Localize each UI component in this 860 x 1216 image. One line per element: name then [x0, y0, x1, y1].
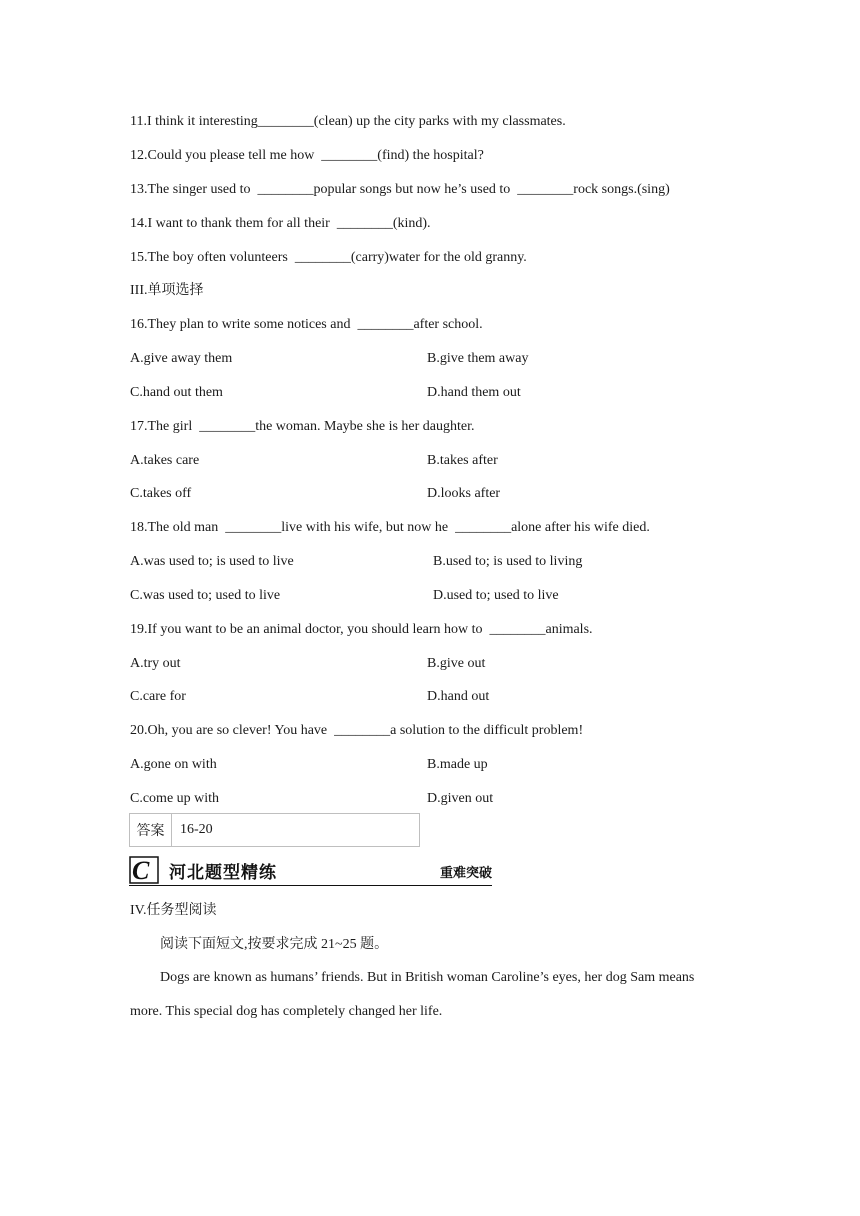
question-18-option-a: A.was used to; is used to live — [130, 554, 294, 569]
answer-label: 答案 — [130, 814, 172, 846]
question-17-stem: 17.The girl ________the woman. Maybe she is her daughter. — [130, 419, 475, 434]
banner-subtitle: 重难突破 — [439, 866, 492, 881]
question-17-option-b: B.takes after — [427, 453, 498, 468]
question-16-option-a: A.give away them — [130, 351, 233, 366]
answer-range: 16-20 — [180, 822, 213, 837]
reading-instruction: 阅读下面短文,按要求完成 21~25 题。 — [160, 937, 389, 952]
reading-passage: Dogs are known as humans’ friends. But in British woman Caroline’s eyes, her dog Sam means more. This special dog has completely changed her life. — [130, 970, 695, 1019]
question-20-option-d: D.given out — [427, 791, 494, 806]
question-15: 15.The boy often volunteers ________(carry)water for the old granny. — [130, 250, 527, 265]
question-18-option-d: D.used to; used to live — [433, 588, 559, 603]
question-18-option-c: C.was used to; used to live — [130, 588, 281, 603]
question-14: 14.I want to thank them for all their ________(kind). — [130, 216, 431, 231]
question-20-option-a: A.gone on with — [130, 757, 217, 772]
question-20-option-c: C.come up with — [130, 791, 220, 806]
question-19-option-a: A.try out — [130, 656, 181, 671]
question-19-stem: 19.If you want to be an animal doctor, you should learn how to ________animals. — [130, 622, 593, 637]
banner-rule — [129, 885, 492, 886]
question-12: 12.Could you please tell me how ________(find) the hospital? — [130, 148, 484, 163]
answer-box — [129, 813, 420, 847]
question-18-stem: 18.The old man ________live with his wife, but now he ________alone after his wife died. — [130, 520, 650, 535]
question-11: 11.I think it interesting________(clean) up the city parks with my classmates. — [130, 114, 566, 129]
logo-letter: C — [132, 856, 150, 884]
question-13: 13.The singer used to ________popular songs but now he’s used to ________rock songs.(sing) — [130, 182, 670, 197]
question-16-stem: 16.They plan to write some notices and ________after school. — [130, 317, 483, 332]
question-19-option-c: C.care for — [130, 689, 186, 704]
question-18-option-b: B.used to; is used to living — [433, 554, 583, 569]
question-20-stem: 20.Oh, you are so clever! You have ________a solution to the difficult problem! — [130, 723, 584, 738]
question-17-option-d: D.looks after — [427, 486, 501, 501]
question-16-option-c: C.hand out them — [130, 385, 223, 400]
question-20-option-b: B.made up — [427, 757, 488, 772]
question-16-option-b: B.give them away — [427, 351, 529, 366]
section-4-title: IV.任务型阅读 — [130, 903, 217, 918]
question-17-option-c: C.takes off — [130, 486, 192, 501]
c-logo-icon — [129, 856, 159, 884]
section-banner — [129, 856, 492, 886]
section-3-title: III.单项选择 — [130, 283, 204, 298]
question-16-option-d: D.hand them out — [427, 385, 521, 400]
question-19-option-d: D.hand out — [427, 689, 490, 704]
question-19-option-b: B.give out — [427, 656, 486, 671]
question-17-option-a: A.takes care — [130, 453, 200, 468]
banner-title: 河北题型精练 — [169, 863, 277, 883]
